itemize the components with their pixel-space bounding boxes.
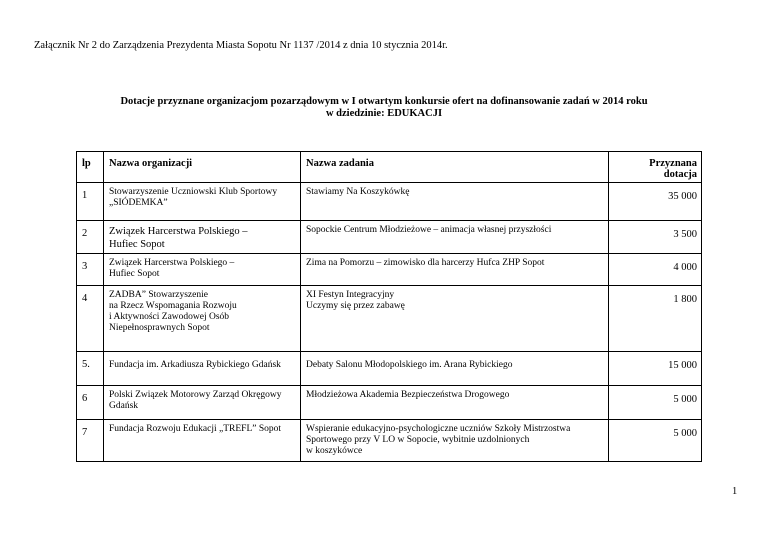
row-amount: 5 000 [609,420,702,462]
title-line-1: Dotacje przyznane organizacjom pozarządowym w I otwartym konkursie ofert na dofinansowanie zadań w 2014 roku [120,96,648,107]
row-task: Zima na Pomorzu – zimowisko dla harcerzy Hufca ZHP Sopot [301,254,609,286]
row-amount: 1 800 [609,286,702,352]
title-line-2: w dziedzinie: EDUKACJI [325,108,443,119]
row-task: Młodzieżowa Akademia Bezpieczeństwa Drogowego [301,386,609,420]
row-organization: Fundacja Rozwoju Edukacji „TREFL” Sopot [104,420,301,462]
row-amount: 3 500 [609,221,702,254]
row-lp: 1 [77,183,104,221]
row-amount: 15 000 [609,352,702,386]
row-lp: 5. [77,352,104,386]
row-lp: 7 [77,420,104,462]
row-organization: Związek Harcerstwa Polskiego – Hufiec Sopot [104,221,301,254]
table-row [77,386,702,420]
table-row [77,183,702,221]
row-task: XI Festyn Integracyjny Uczymy się przez zabawę [301,286,609,352]
header-organization: Nazwa organizacji [104,152,301,183]
row-organization: Fundacja im. Arkadiusza Rybickiego Gdańsk [104,352,301,386]
row-amount: 35 000 [609,183,702,221]
table-row [77,254,702,286]
row-lp: 6 [77,386,104,420]
table-row [77,286,702,352]
header-amount: Przyznana dotacja [609,152,702,183]
row-lp: 2 [77,221,104,254]
grants-table [76,151,702,462]
row-organization: ZADBA” Stowarzyszenie na Rzecz Wspomagania Rozwoju i Aktywności Zawodowej Osób Niepełnosprawnych Sopot [104,286,301,352]
row-task: Sopockie Centrum Młodzieżowe – animacja własnej przyszłości [301,221,609,254]
row-task: Debaty Salonu Młodopolskiego im. Arana Rybickiego [301,352,609,386]
row-lp: 3 [77,254,104,286]
row-organization: Związek Harcerstwa Polskiego – Hufiec Sopot [104,254,301,286]
row-task: Stawiamy Na Koszykówkę [301,183,609,221]
row-organization: Polski Związek Motorowy Zarząd Okręgowy Gdańsk [104,386,301,420]
row-lp: 4 [77,286,104,352]
document-title [0,96,768,120]
row-amount: 5 000 [609,386,702,420]
row-task: Wspieranie edukacyjno-psychologiczne uczniów Szkoły Mistrzostwa Sportowego przy V LO w Sopocie, wybitnie uzdolnionych w koszykówce [301,420,609,462]
table-row [77,420,702,462]
header-task: Nazwa zadania [301,152,609,183]
row-organization: Stowarzyszenie Uczniowski Klub Sportowy „SIÓDEMKA” [104,183,301,221]
header-lp: lp [77,152,104,183]
table-row [77,221,702,254]
table-row [77,352,702,386]
document-header: Załącznik Nr 2 do Zarządzenia Prezydenta Miasta Sopotu Nr 1137 /2014 z dnia 10 stycznia 2014r. [34,40,448,51]
row-amount: 4 000 [609,254,702,286]
page-number: 1 [732,486,738,497]
